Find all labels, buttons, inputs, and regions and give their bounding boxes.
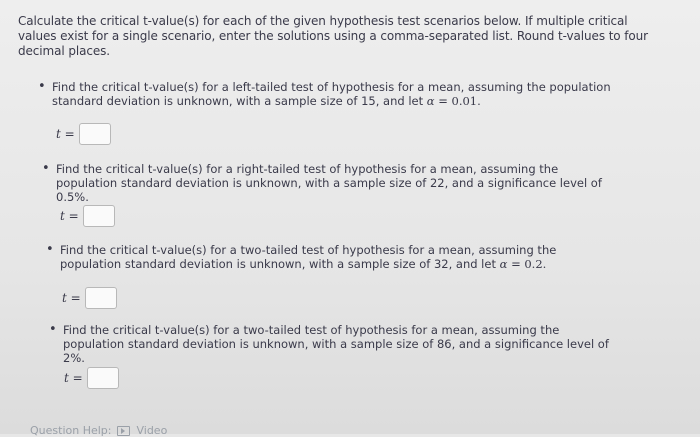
bullet: • xyxy=(42,161,50,176)
answer-input-1[interactable] xyxy=(79,123,111,145)
answer-row-2 xyxy=(60,205,115,227)
bullet: • xyxy=(46,242,54,257)
answer-row-1 xyxy=(56,123,111,145)
question-4-text: Find the critical t-value(s) for a two-tailed test of hypothesis for a mean, assuming the population standard deviation is unknown, with a sample size of 86, and a significance level of 2%. xyxy=(63,323,609,365)
question-3-text: Find the critical t-value(s) for a two-tailed test of hypothesis for a mean, assuming the population standard deviation is unknown, with a sample size of 32, and let xyxy=(60,243,557,271)
question-2-text: Find the critical t-value(s) for a right-tailed test of hypothesis for a mean, assuming the population standard deviation is unknown, with a sample size of 22, and a significance level of 0.5%. xyxy=(56,162,602,204)
question-help-bar xyxy=(30,424,167,437)
video-icon[interactable] xyxy=(117,426,130,436)
alpha-symbol: α xyxy=(499,257,508,271)
answer-input-3[interactable] xyxy=(85,287,117,309)
equals-sign: = xyxy=(511,257,521,271)
question-help-label: Question Help: xyxy=(30,424,112,437)
question-4 xyxy=(49,322,623,365)
alpha-symbol: α xyxy=(426,94,435,108)
question-1-text: Find the critical t-value(s) for a left-tailed test of hypothesis for a mean, assuming the population standard deviation is unknown, with a sample size of 15, and let xyxy=(52,80,611,108)
question-2 xyxy=(42,161,616,204)
bullet: • xyxy=(49,322,57,337)
video-link[interactable]: Video xyxy=(136,424,168,437)
t-label: t = xyxy=(60,209,79,223)
equals-sign: = xyxy=(438,94,448,108)
answer-input-4[interactable] xyxy=(87,367,119,389)
question-1 xyxy=(38,79,612,108)
instructions-text: Calculate the critical t-value(s) for each of the given hypothesis test scenarios below. If multiple critical values exist for a single scenario, enter the solutions using a comma-separated list. Round t-values to four decimal places. xyxy=(18,14,648,58)
t-label: t = xyxy=(64,371,83,385)
answer-row-3 xyxy=(62,287,117,309)
answer-input-2[interactable] xyxy=(83,205,115,227)
answer-row-4 xyxy=(64,367,119,389)
question-3 xyxy=(46,242,620,271)
alpha-value: 0.2. xyxy=(524,257,547,271)
bullet: • xyxy=(38,79,46,94)
t-label: t = xyxy=(62,291,81,305)
t-label: t = xyxy=(56,127,75,141)
alpha-value: 0.01. xyxy=(451,94,481,108)
